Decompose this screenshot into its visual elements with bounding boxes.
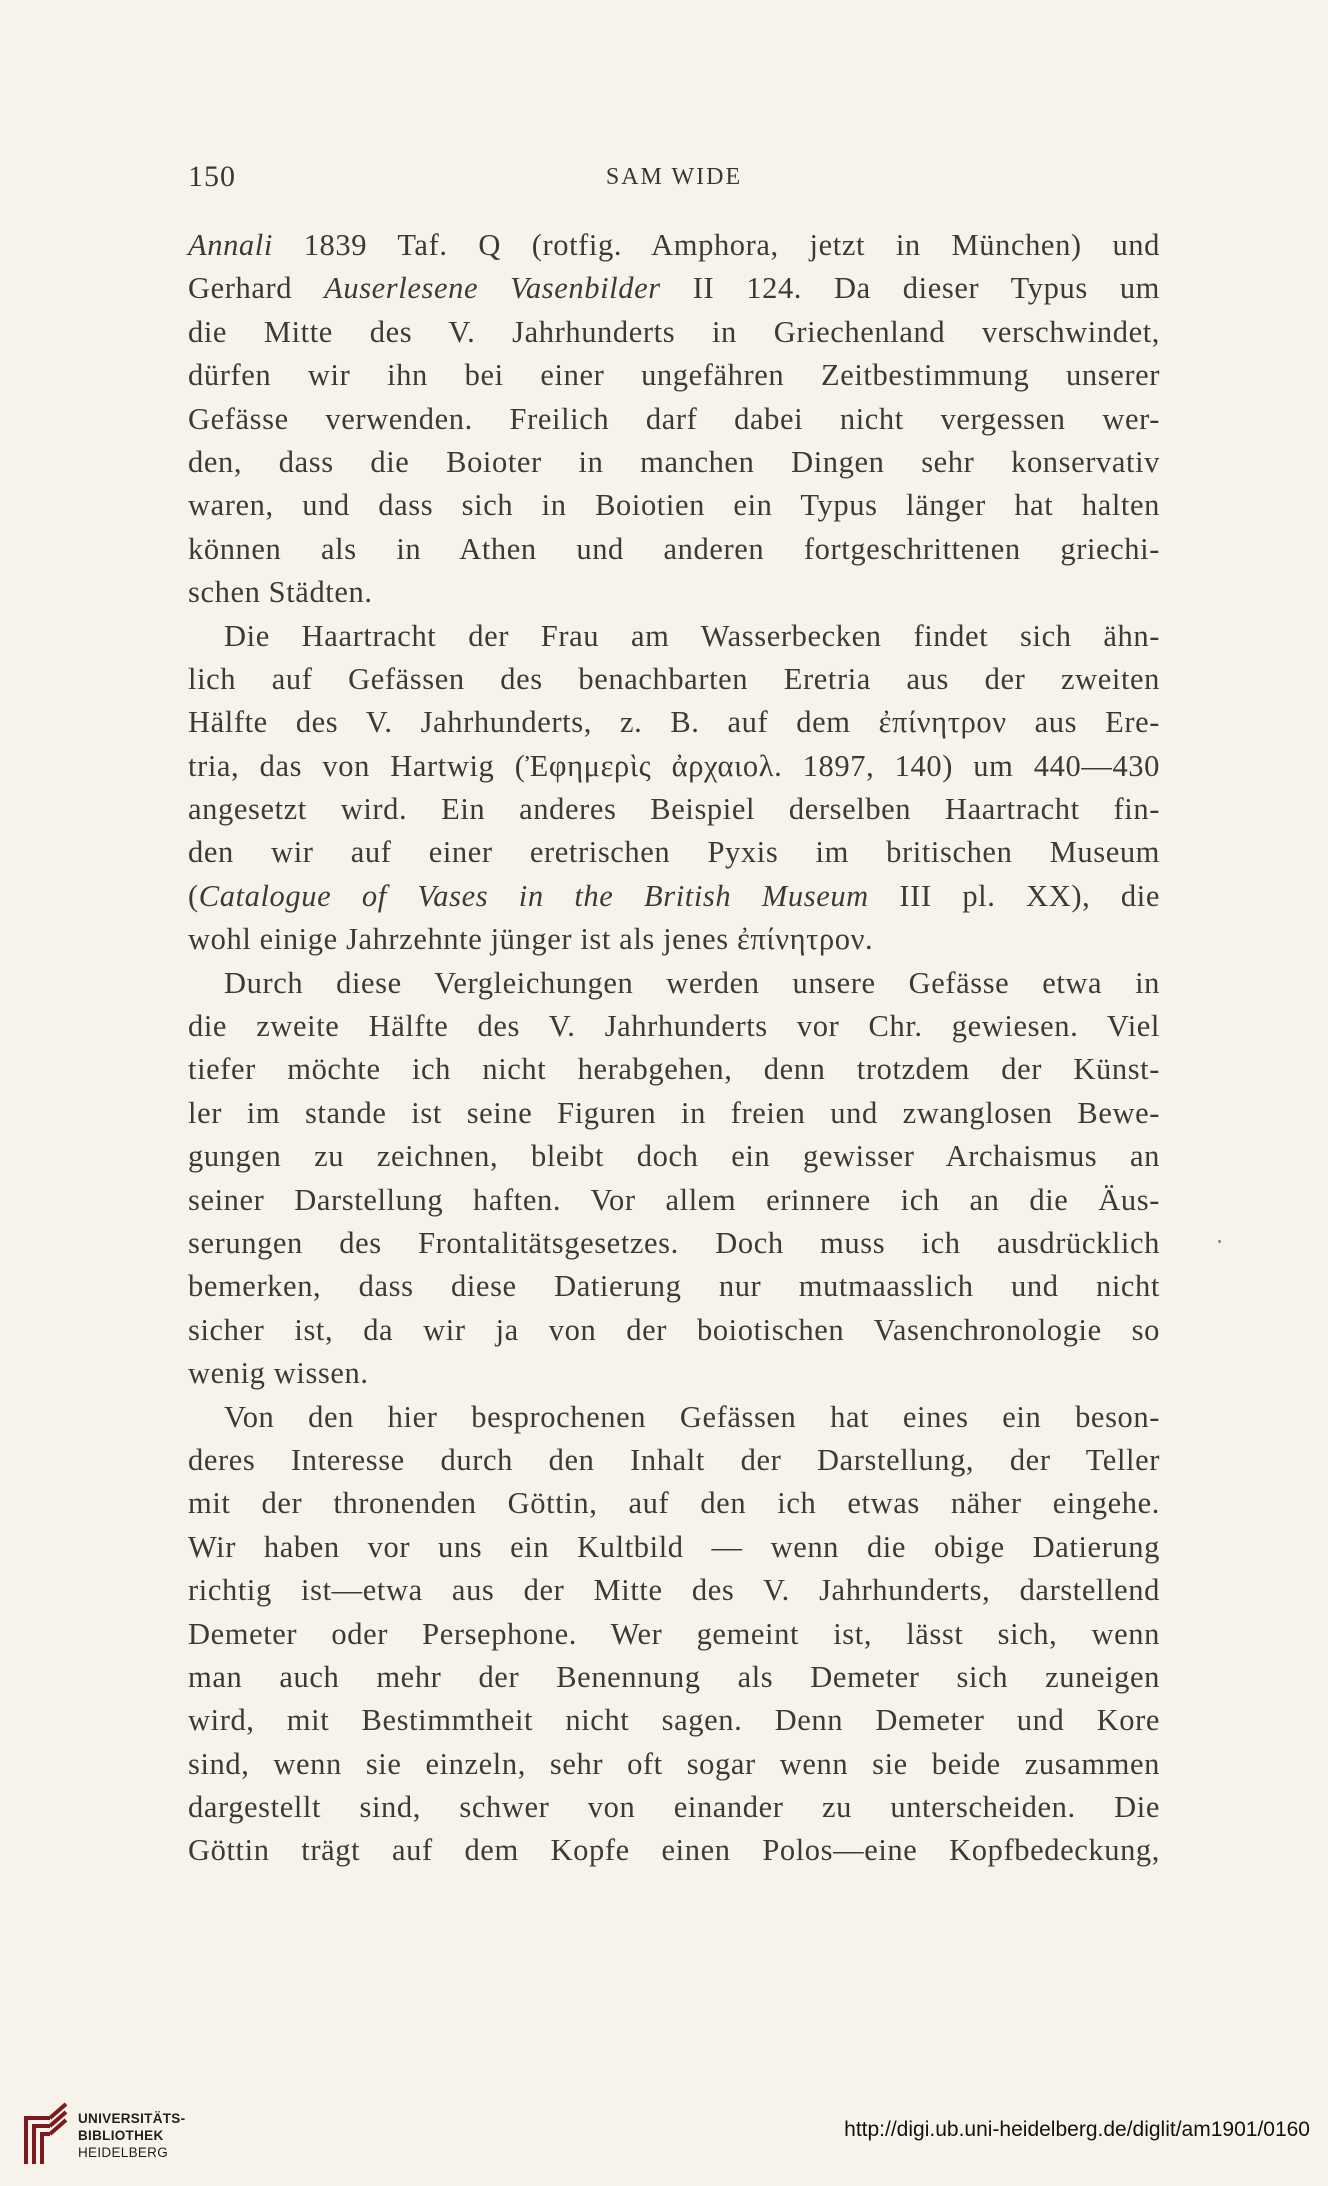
text-run: tria, das von Hartwig (Ἐφημερὶς ἀρχαιολ. 1897, 140) um 440—430	[188, 748, 1160, 783]
source-url-link[interactable]: http://digi.ub.uni-heidelberg.de/diglit/am1901/0160	[844, 2118, 1310, 2141]
text-run: Hälfte des V. Jahrhunderts, z. B. auf dem ἐπίνητρον aus Ere-	[188, 705, 1160, 740]
text-run: gungen zu zeichnen, bleibt doch ein gewisser Archaismus an	[188, 1139, 1160, 1174]
text-run: wohl einige Jahrzehnte jünger ist als jenes ἐπίνητρον.	[188, 922, 874, 957]
text-line	[188, 354, 1160, 397]
print-speck	[1218, 1240, 1221, 1243]
text-line	[188, 571, 1160, 614]
heidelberg-library-logo-icon	[20, 2098, 74, 2168]
text-line	[188, 1352, 1160, 1395]
italic-text: Annali	[188, 228, 273, 262]
text-line	[188, 1048, 1160, 1091]
italic-text: Catalogue of Vases in the British Museum	[198, 878, 869, 913]
text-line	[188, 398, 1160, 441]
text-line	[188, 1222, 1160, 1265]
text-line	[188, 1786, 1160, 1829]
text-line	[188, 701, 1160, 744]
text-line	[188, 962, 1160, 1005]
text-line	[188, 1005, 1160, 1048]
page-number: 150	[188, 160, 236, 193]
text-line	[188, 788, 1160, 831]
text-run: 1839 Taf. Q (rotfig. Amphora, jetzt in München) und	[272, 228, 1160, 262]
text-line	[188, 1526, 1160, 1569]
text-run: bemerken, dass diese Datierung nur mutmaasslich und nicht	[188, 1269, 1160, 1304]
text-run: Göttin trägt auf dem Kopfe einen Polos—eine Kopfbedeckung,	[188, 1833, 1160, 1868]
text-line	[188, 267, 1160, 310]
text-run: mit der thronenden Göttin, auf den ich etwas näher eingehe.	[188, 1486, 1160, 1521]
text-run: die Mitte des V. Jahrhunderts in Griechenland verschwindet,	[188, 314, 1160, 349]
text-run: tiefer möchte ich nicht herabgehen, denn trotzdem der Künst-	[188, 1052, 1160, 1087]
text-run: Gerhard	[188, 271, 325, 306]
text-line	[188, 831, 1160, 874]
text-run: wird, mit Bestimmtheit nicht sagen. Denn Demeter und Kore	[188, 1703, 1160, 1738]
text-run: Gefässe verwenden. Freilich darf dabei nicht vergessen wer-	[188, 401, 1160, 436]
text-run: Die Haartracht der Frau am Wasserbecken findet sich ähn-	[224, 618, 1160, 653]
text-run: sind, wenn sie einzeln, sehr oft sogar wenn sie beide zusammen	[188, 1746, 1160, 1781]
text-line	[188, 1482, 1160, 1525]
text-line	[188, 224, 1160, 267]
text-line	[188, 1309, 1160, 1352]
italic-text: Auserlesene Vasenbilder	[324, 271, 661, 306]
text-run: angesetzt wird. Ein anderes Beispiel derselben Haartracht fin-	[188, 792, 1160, 827]
library-name	[78, 2110, 185, 2161]
text-line	[188, 918, 1160, 961]
text-line	[188, 875, 1160, 918]
text-run: Von den hier besprochenen Gefässen hat eines ein beson-	[224, 1399, 1160, 1434]
library-logo[interactable]	[20, 2098, 200, 2168]
text-line	[188, 1439, 1160, 1482]
text-line	[188, 1265, 1160, 1308]
text-run: wenig wissen.	[188, 1356, 369, 1391]
text-run: dargestellt sind, schwer von einander zu unterscheiden. Die	[188, 1790, 1160, 1825]
text-run: richtig ist—etwa aus der Mitte des V. Jahrhunderts, darstellend	[188, 1573, 1160, 1608]
text-run: können als in Athen und anderen fortgeschrittenen griechi-	[188, 531, 1160, 566]
text-run: II 124. Da dieser Typus um	[660, 271, 1160, 306]
text-line	[188, 484, 1160, 527]
text-line	[188, 1743, 1160, 1786]
text-line	[188, 441, 1160, 484]
text-run: sicher ist, da wir ja von der boiotischen Vasenchronologie so	[188, 1312, 1160, 1347]
text-run: den wir auf einer eretrischen Pyxis im britischen Museum	[188, 835, 1160, 870]
text-line	[188, 745, 1160, 788]
running-head	[188, 160, 1160, 200]
text-run: Wir haben vor uns ein Kultbild — wenn die obige Datierung	[188, 1529, 1160, 1564]
text-line	[188, 1092, 1160, 1135]
text-run: ler im stande ist seine Figuren in freien und zwanglosen Bewe-	[188, 1095, 1160, 1130]
text-line	[188, 1396, 1160, 1439]
text-run: die zweite Hälfte des V. Jahrhunderts vor Chr. gewiesen. Viel	[188, 1009, 1160, 1044]
text-line	[188, 615, 1160, 658]
library-name-line1: UNIVERSITÄTS-	[78, 2111, 186, 2126]
text-line	[188, 1569, 1160, 1612]
library-name-line2: BIBLIOTHEK	[78, 2128, 164, 2143]
text-run: lich auf Gefässen des benachbarten Eretria aus der zweiten	[188, 661, 1160, 696]
body-text	[188, 224, 1160, 1873]
text-run: Durch diese Vergleichungen werden unsere Gefässe etwa in	[224, 965, 1160, 1000]
text-run: deres Interesse durch den Inhalt der Darstellung, der Teller	[188, 1442, 1160, 1477]
text-run: serungen des Frontalitätsgesetzes. Doch muss ich ausdrücklich	[188, 1225, 1160, 1260]
text-run: seiner Darstellung haften. Vor allem erinnere ich an die Äus-	[188, 1182, 1160, 1217]
text-run: dürfen wir ihn bei einer ungefähren Zeitbestimmung unserer	[188, 358, 1160, 393]
text-run: schen Städten.	[188, 575, 373, 610]
text-line	[188, 1829, 1160, 1872]
text-run: man auch mehr der Benennung als Demeter sich zuneigen	[188, 1659, 1160, 1694]
text-run: waren, und dass sich in Boiotien ein Typus länger hat halten	[188, 488, 1160, 523]
text-line	[188, 528, 1160, 571]
text-line	[188, 1135, 1160, 1178]
running-title: SAM WIDE	[605, 164, 743, 190]
text-line	[188, 311, 1160, 354]
library-name-line3: HEIDELBERG	[78, 2145, 169, 2160]
text-run: Demeter oder Persephone. Wer gemeint ist, lässt sich, wenn	[188, 1616, 1160, 1651]
text-line	[188, 1613, 1160, 1656]
text-line	[188, 658, 1160, 701]
text-line	[188, 1179, 1160, 1222]
text-run: (	[188, 878, 199, 913]
text-line	[188, 1699, 1160, 1742]
text-run: den, dass die Boioter in manchen Dingen sehr konservativ	[188, 444, 1160, 479]
text-run: III pl. XX), die	[868, 878, 1160, 913]
text-line	[188, 1656, 1160, 1699]
